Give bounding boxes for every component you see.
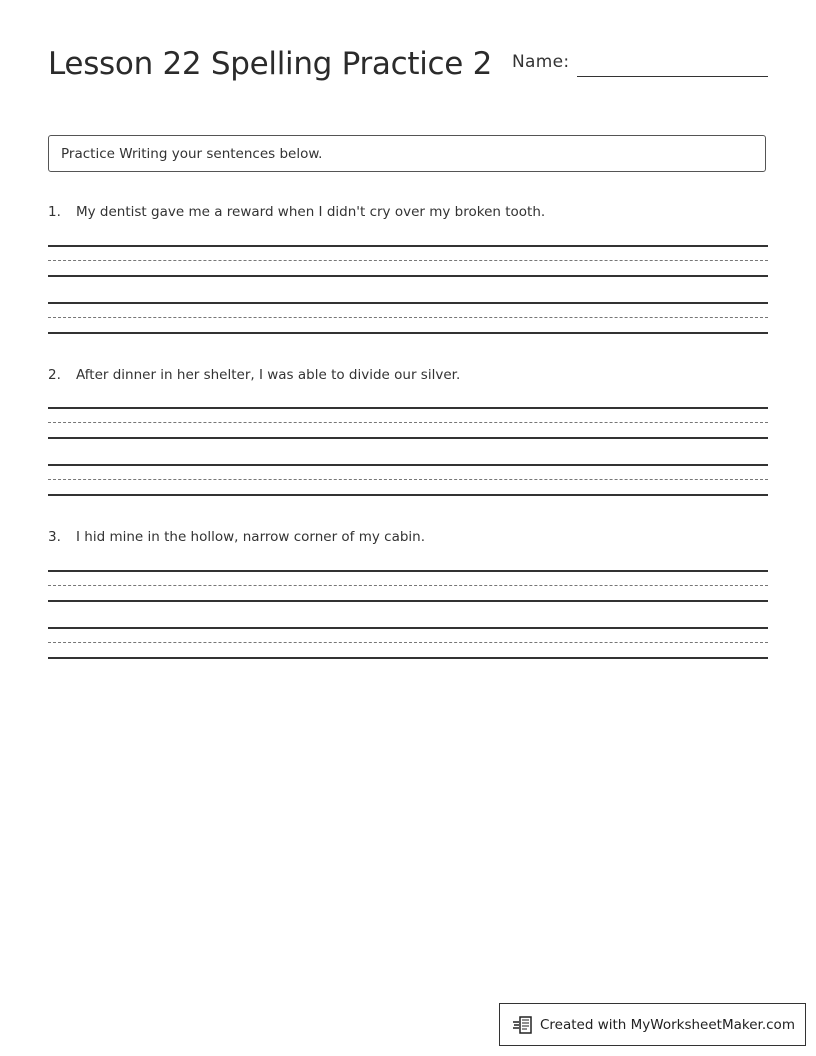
- dashed-midline: [48, 642, 768, 643]
- base-line: [48, 494, 768, 496]
- name-label: Name:: [512, 52, 570, 72]
- dashed-midline: [48, 479, 768, 480]
- dashed-midline: [48, 585, 768, 586]
- base-line: [48, 332, 768, 334]
- handwriting-lines: [48, 464, 768, 496]
- top-line: [48, 464, 768, 466]
- handwriting-lines: [48, 302, 768, 334]
- question-text: [48, 529, 425, 545]
- instructions-box: Practice Writing your sentences below.: [48, 135, 766, 172]
- top-line: [48, 245, 768, 247]
- top-line: [48, 407, 768, 409]
- question-3: [48, 529, 768, 664]
- top-line: [48, 570, 768, 572]
- footer-credit: [499, 1003, 806, 1046]
- worksheet-maker-logo-icon: [512, 1014, 534, 1036]
- base-line: [48, 600, 768, 602]
- question-number: 3.: [48, 529, 61, 545]
- dashed-midline: [48, 422, 768, 423]
- question-sentence: My dentist gave me a reward when I didn't cry over my broken tooth.: [76, 204, 546, 220]
- question-sentence: After dinner in her shelter, I was able to divide our silver.: [76, 367, 461, 383]
- question-text: [48, 204, 545, 220]
- question-1: [48, 204, 768, 339]
- base-line: [48, 437, 768, 439]
- dashed-midline: [48, 317, 768, 318]
- handwriting-lines: [48, 570, 768, 602]
- question-2: [48, 367, 768, 502]
- name-write-line: [577, 76, 768, 77]
- footer-text: Created with MyWorksheetMaker.com: [540, 1016, 795, 1033]
- dashed-midline: [48, 260, 768, 261]
- handwriting-lines: [48, 627, 768, 659]
- question-number: 2.: [48, 367, 61, 383]
- base-line: [48, 275, 768, 277]
- top-line: [48, 302, 768, 304]
- question-text: [48, 367, 460, 383]
- base-line: [48, 657, 768, 659]
- question-sentence: I hid mine in the hollow, narrow corner of my cabin.: [76, 529, 426, 545]
- handwriting-lines: [48, 245, 768, 277]
- question-number: 1.: [48, 204, 61, 220]
- page-title: Lesson 22 Spelling Practice 2: [48, 46, 493, 82]
- handwriting-lines: [48, 407, 768, 439]
- top-line: [48, 627, 768, 629]
- name-field: [512, 52, 768, 80]
